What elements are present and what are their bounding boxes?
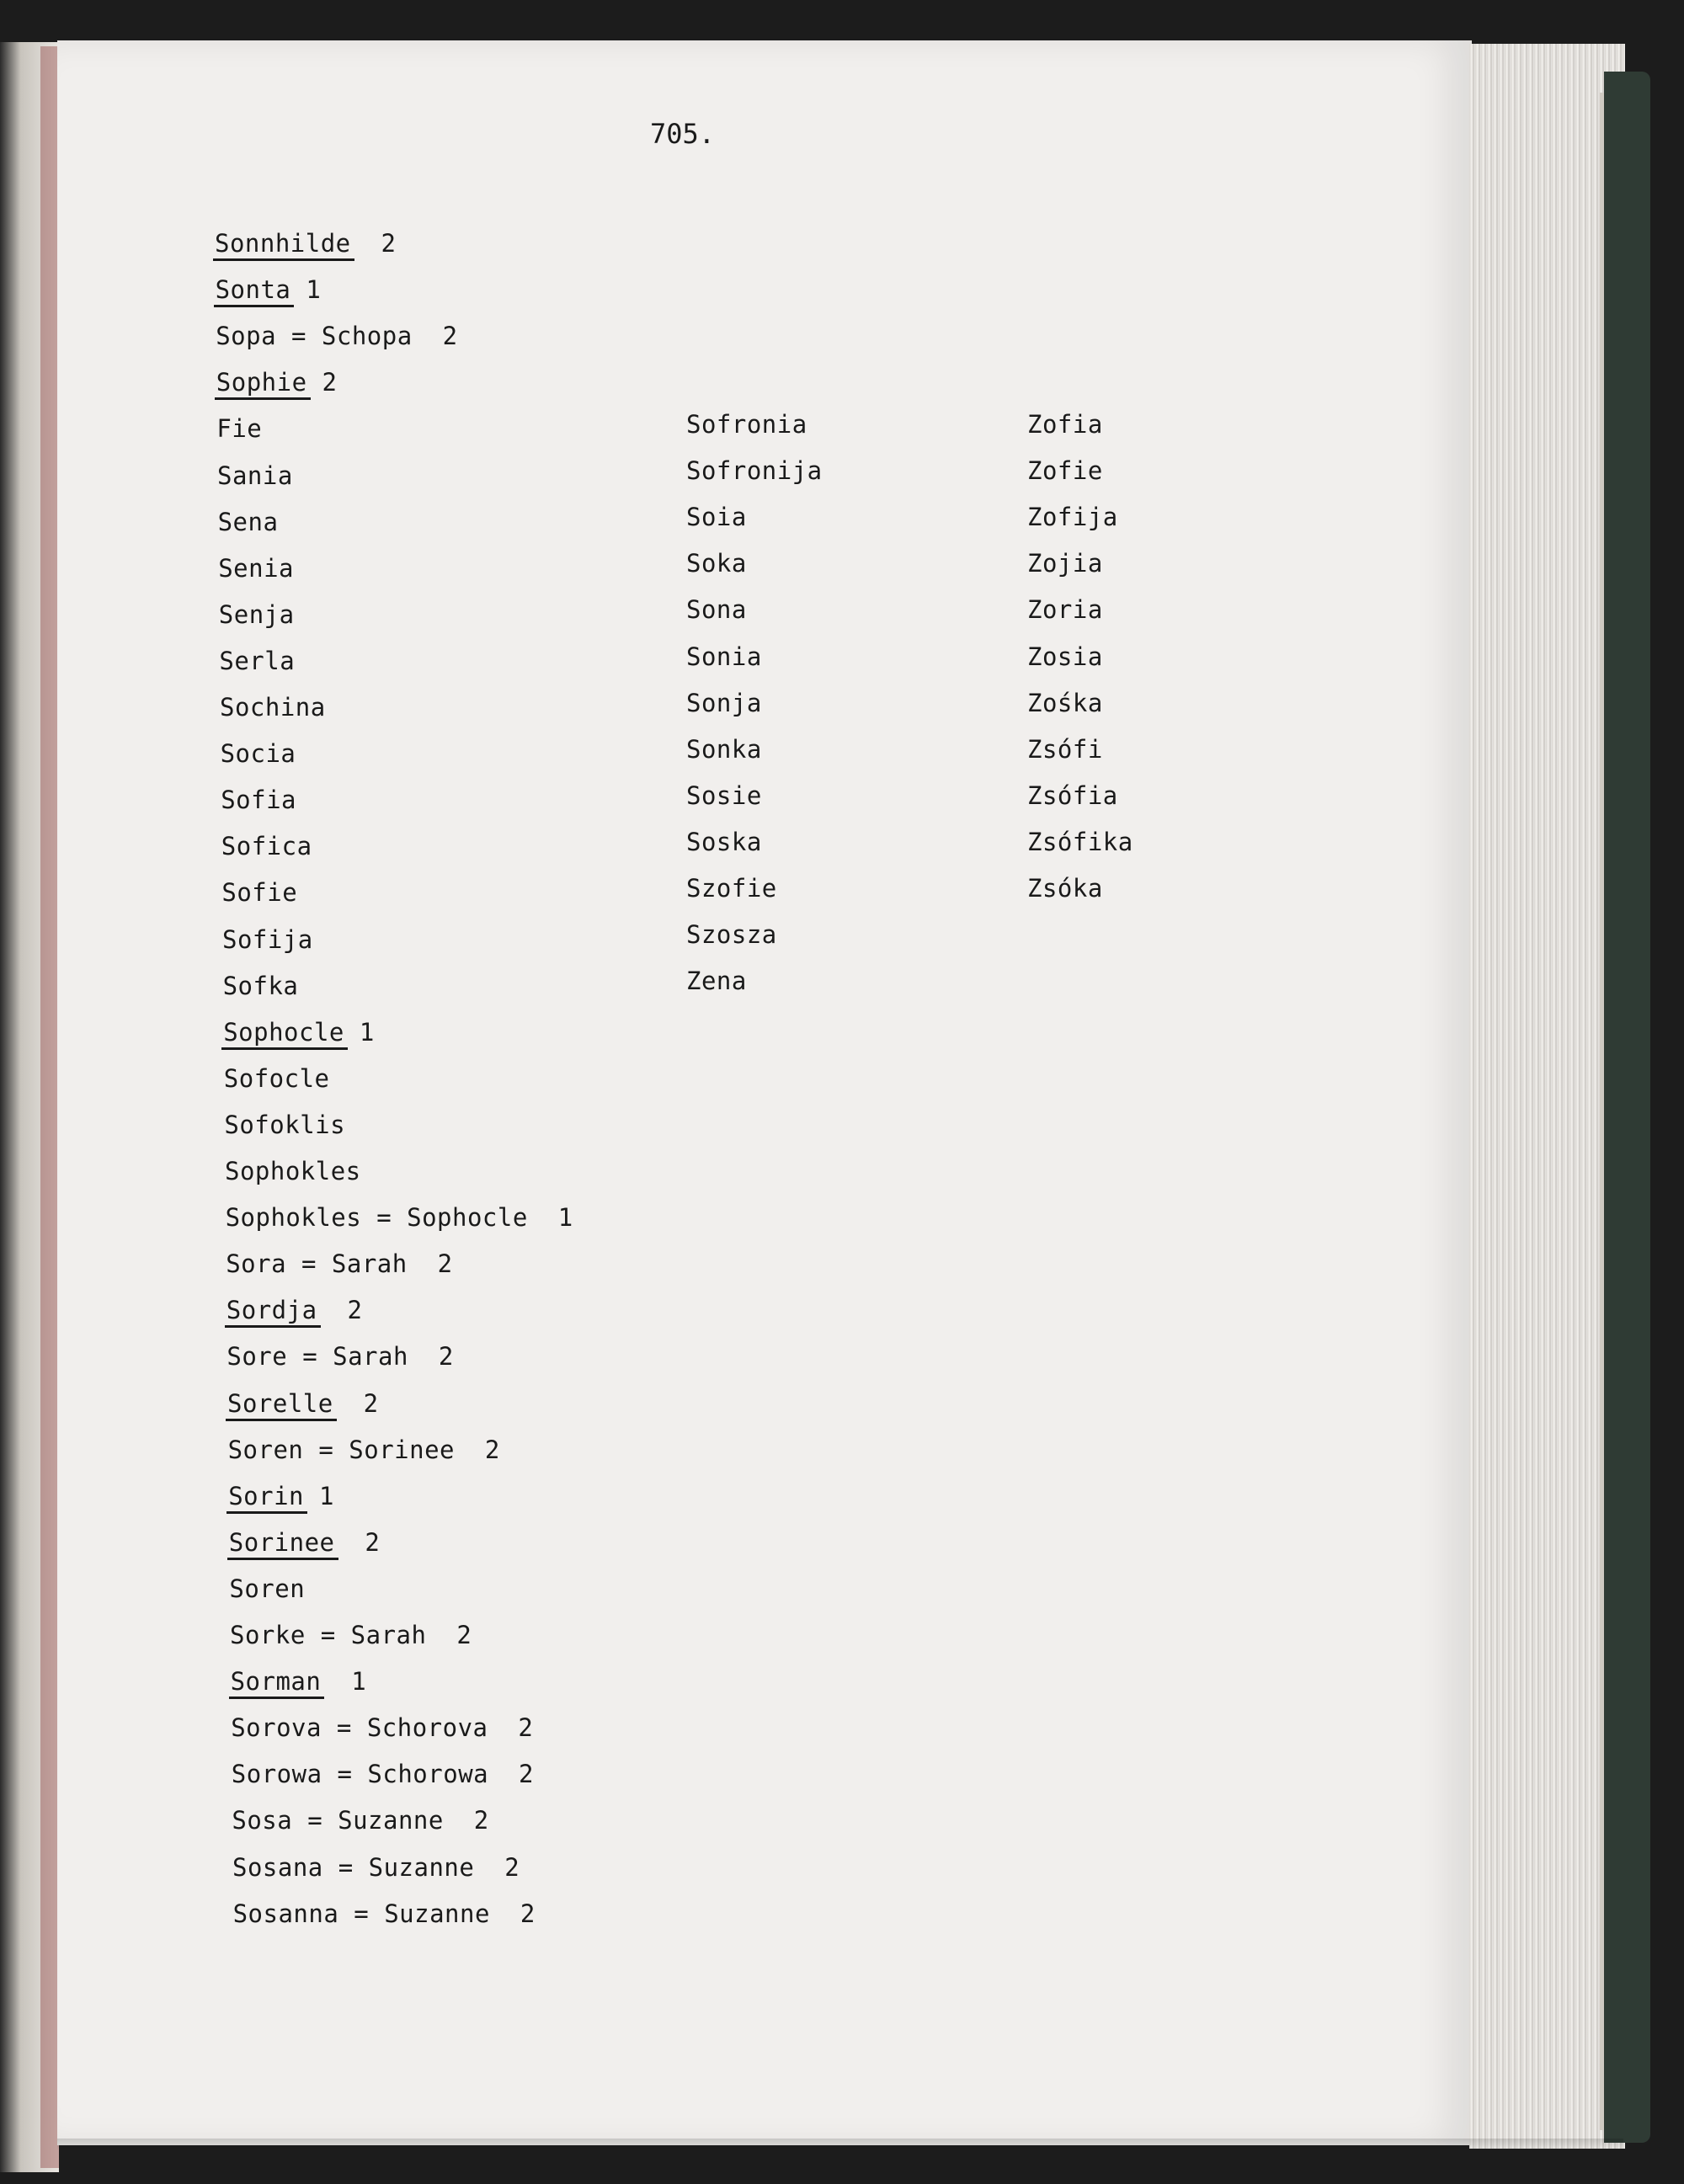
index-entry [222, 925, 313, 954]
index-entry: Zsófia [1027, 780, 1118, 810]
index-entry [232, 1760, 534, 1788]
entry-name: Sopa = Schopa 2 [216, 322, 458, 351]
index-entry [231, 1667, 367, 1696]
entry-name: Sonta [215, 275, 291, 305]
index-entry: Zsófi [1027, 734, 1103, 764]
entry-name: Sofocle [223, 1063, 330, 1093]
entry-name: Soren [229, 1574, 306, 1603]
entry-name: Sophocle [223, 1017, 344, 1047]
entry-name: Sosana = Suzanne 2 [232, 1852, 520, 1882]
index-entry: Zoria [1027, 595, 1103, 625]
entry-name: Sorowa = Schorowa 2 [231, 1760, 534, 1789]
index-entry [233, 1899, 536, 1928]
entry-name: Sorova = Schorova 2 [231, 1713, 534, 1743]
index-entry: Zofie [1027, 456, 1103, 486]
index-entry [232, 1853, 520, 1882]
index-entry [221, 739, 296, 768]
index-entry: Sofronia [686, 410, 807, 439]
index-entry [219, 647, 295, 675]
entry-name: Sophie [216, 368, 307, 397]
entry-count: 1 [304, 1481, 334, 1510]
index-entry: Szofie [686, 874, 777, 903]
page-number: 705. [650, 118, 716, 150]
entry-count: 2 [317, 1296, 363, 1325]
entry-name: Sorinee [228, 1527, 335, 1557]
index-entry [217, 461, 293, 490]
index-entry: Sosie [686, 780, 762, 810]
index-entry: Zojia [1027, 549, 1103, 578]
index-entry: Zosia [1027, 642, 1103, 671]
index-entry [224, 1064, 330, 1093]
page-shadow [57, 2139, 1623, 2150]
index-entry [229, 1574, 305, 1603]
entry-name: Sofia [221, 786, 296, 815]
index-entry [225, 1157, 361, 1185]
entry-name: Sonnhilde [215, 229, 351, 258]
entry-name: Sorelle [227, 1388, 333, 1418]
right-cover-edge [1604, 72, 1650, 2143]
index-entry [223, 972, 299, 1000]
index-entry [226, 1296, 363, 1324]
index-entry: Zsófika [1027, 827, 1133, 856]
entry-name: Sania [217, 461, 293, 490]
index-entry: Soia [686, 503, 747, 532]
entry-name: Sorke = Sarah 2 [230, 1621, 472, 1649]
entry-count: 1 [290, 275, 322, 305]
entry-name: Socia [220, 739, 296, 769]
index-entry [226, 1249, 452, 1278]
entry-name: Soren = Sorinee 2 [227, 1435, 500, 1464]
index-entry [221, 878, 297, 907]
entry-name: Senia [218, 553, 294, 583]
entry-name: Sora = Sarah 2 [226, 1249, 453, 1279]
index-entry: Soska [686, 827, 762, 856]
index-entry [232, 1806, 488, 1835]
entry-name: Sofica [221, 832, 312, 861]
index-entry [218, 508, 279, 536]
entry-name: Sofie [221, 878, 298, 908]
index-entry: Sofronija [686, 456, 823, 486]
entry-name: Serla [219, 646, 296, 675]
entry-count: 1 [321, 1667, 367, 1697]
entry-name: Sordja [226, 1296, 317, 1325]
index-entry: Zena [686, 967, 747, 996]
index-entry [216, 322, 457, 350]
entry-name: Sophokles = Sophocle 1 [225, 1203, 573, 1233]
entry-name: Sorman [230, 1667, 322, 1697]
index-entry [228, 1482, 334, 1510]
index-entry [231, 1713, 533, 1742]
index-entry: Sona [686, 595, 747, 625]
index-entry [227, 1389, 379, 1418]
index-entry [223, 1018, 375, 1047]
index-entry: Zofia [1027, 410, 1103, 439]
index-entry [220, 693, 326, 722]
entry-name: Sena [217, 507, 279, 536]
entry-count: 2 [306, 368, 338, 397]
entry-name: Fie [216, 414, 263, 444]
index-entry [215, 229, 397, 258]
index-entry [216, 275, 322, 304]
entry-count: 1 [344, 1017, 375, 1047]
left-cover-edge [40, 46, 59, 2168]
entry-name: Sofka [222, 971, 299, 1000]
index-entry [226, 1203, 573, 1232]
index-entry: Sonia [686, 642, 762, 671]
index-entry [216, 368, 338, 397]
entry-name: Sorin [228, 1481, 304, 1510]
index-entry [228, 1436, 500, 1464]
index-entry [221, 786, 296, 814]
index-entry [221, 832, 312, 860]
entry-name: Sochina [220, 693, 326, 722]
entry-count: 2 [334, 1527, 381, 1557]
index-entry: Zośka [1027, 688, 1103, 717]
entry-name: Sofoklis [224, 1110, 346, 1139]
entry-name: Senja [218, 599, 295, 629]
entry-name: Sore = Sarah 2 [226, 1342, 454, 1372]
entry-count: 2 [333, 1388, 379, 1418]
index-entry [230, 1621, 472, 1649]
entry-name: Sosa = Suzanne 2 [232, 1806, 489, 1835]
index-entry [229, 1528, 381, 1557]
index-entry: Zofija [1027, 503, 1118, 532]
index-entry [226, 1342, 453, 1371]
index-entry: Szosza [686, 920, 777, 950]
index-entry: Sonja [686, 688, 762, 717]
index-entry: Soka [686, 549, 747, 578]
index-entry: Sonka [686, 734, 762, 764]
index-entry [218, 554, 294, 583]
entry-name: Sofija [222, 924, 313, 954]
index-entry: Zsóka [1027, 874, 1103, 903]
entry-count: 2 [350, 229, 397, 258]
entry-name: Sophokles [225, 1157, 361, 1185]
entry-name: Sosanna = Suzanne 2 [232, 1899, 536, 1928]
index-entry [216, 414, 262, 443]
index-entry [219, 600, 295, 629]
index-entry [224, 1111, 345, 1139]
